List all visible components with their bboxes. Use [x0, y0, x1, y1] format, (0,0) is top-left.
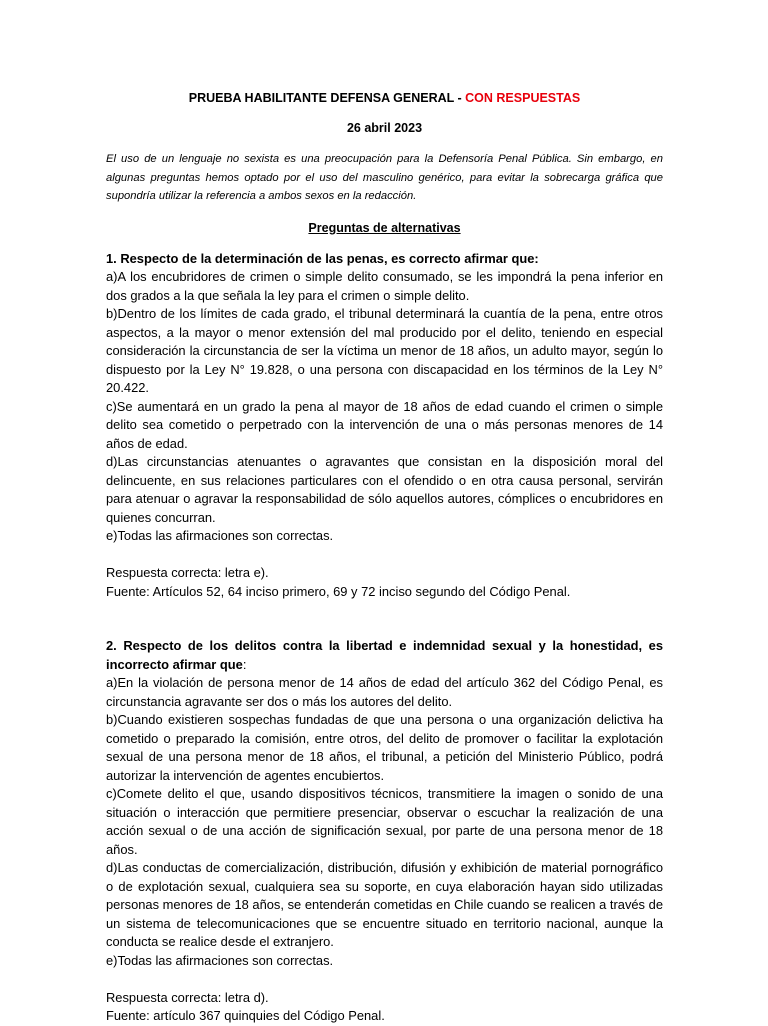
inclusive-language-note: El uso de un lenguaje no sexista es una preocupación para la Defensoría Penal Pública. Sin embargo, en algunas preguntas hemos optado por el uso del masculino genérico, para evitar la sobrecarga gráfica que supondría utilizar la referencia a ambos sexos en la redacción.	[106, 153, 663, 202]
question-2-option-e: e)Todas las afirmaciones son correctas.	[106, 952, 334, 968]
question-1-option-c: c)Se aumentará en un grado la pena al mayor de 18 años de edad cuando el crimen o simple delito sea cometido o perpetrado con la intervención de una o más personas menores de 14 años de edad.	[106, 398, 663, 451]
question-1-option-d: d)Las circunstancias atenuantes o agravantes que consistan en la disposición moral del delincuente, en sus relaciones particulares con el ofendido o en otra causa personal, servirán para atenuar o agravar la responsabilidad de sólo aquellos autores, cómplices o encubridores en quienes concurran.	[106, 454, 663, 525]
title-main: PRUEBA HABILITANTE DEFENSA GENERAL -	[188, 91, 466, 105]
question-1-stem: 1. Respecto de la determinación de las penas, es correcto afirmar que:	[106, 250, 539, 266]
question-2-stem: 2. Respecto de los delitos contra la libertad e indemnidad sexual y la honestidad, es incorrecto afirmar que	[106, 638, 663, 672]
question-1-option-a: a)A los encubridores de crimen o simple delito consumado, se les impondrá la pena inferior en dos grados a la que señala la ley para el crimen o simple delito.	[106, 269, 663, 303]
question-1	[106, 250, 663, 602]
section-heading: Preguntas de alternativas	[308, 220, 461, 235]
question-2-option-b: b)Cuando existieren sospechas fundadas de que una persona o una organización delictiva ha cometido o preparado la comisión, entre otros, del delito de promover o facilitar la explotación sexual de una persona menor de 18 años, el tribunal, a petición del Ministerio Público, podrá autorizar la intervención de agentes encubiertos.	[106, 712, 663, 783]
question-2-answer-block	[106, 989, 663, 1026]
question-2-stem-suffix: :	[242, 656, 247, 672]
document-date: 26 abril 2023	[346, 121, 423, 135]
question-2-option-c: c)Comete delito el que, usando dispositivos técnicos, transmitiere la imagen o sonido de una situación o interacción que permitiere presenciar, observar o escuchar la realización de una acción sexual o de una acción de significación sexual, por parte de una persona menor de 18 años.	[106, 786, 663, 857]
question-2-text	[106, 637, 663, 674]
question-1-text	[106, 250, 663, 269]
question-1-option-b: b)Dentro de los límites de cada grado, el tribunal determinará la cuantía de la pena, entre otros aspectos, a la mayor o menor extensión del mal producido por el delito, teniendo en especial consideración la circunstancia de ser la víctima un menor de 18 años, un adulto mayor, según lo dispuesto por la Ley N° 19.828, o una persona con discapacidad en los términos de la Ley N° 20.422.	[106, 306, 663, 395]
question-2-option-a: a)En la violación de persona menor de 14 años de edad del artículo 362 del Código Penal, es circunstancia agravante ser dos o más los autores del delito.	[106, 675, 663, 709]
question-2-answer: Respuesta correcta: letra d).	[106, 989, 269, 1005]
question-1-answer-block	[106, 564, 663, 601]
question-1-source: Fuente: Artículos 52, 64 inciso primero, 69 y 72 inciso segundo del Código Penal.	[106, 583, 571, 599]
question-2-source: Fuente: artículo 367 quinquies del Código Penal.	[106, 1008, 385, 1023]
question-1-option-e: e)Todas las afirmaciones son correctas.	[106, 528, 334, 543]
document-title	[106, 90, 663, 106]
question-1-answer: Respuesta correcta: letra e).	[106, 565, 269, 580]
question-2-option-d: d)Las conductas de comercialización, distribución, difusión y exhibición de material pornográfico o de explotación sexual, cualquiera sea su soporte, en cuya elaboración hayan sido utilizadas personas menores de 18 años, se entenderán cometidas en Chile cuando se realicen a través de un sistema de telecomunicaciones que se encuentre situado en territorio nacional, aunque la conducta se realice desde el extranjero.	[106, 860, 663, 949]
question-2	[106, 637, 663, 1026]
title-accent: CON RESPUESTAS	[465, 91, 581, 105]
